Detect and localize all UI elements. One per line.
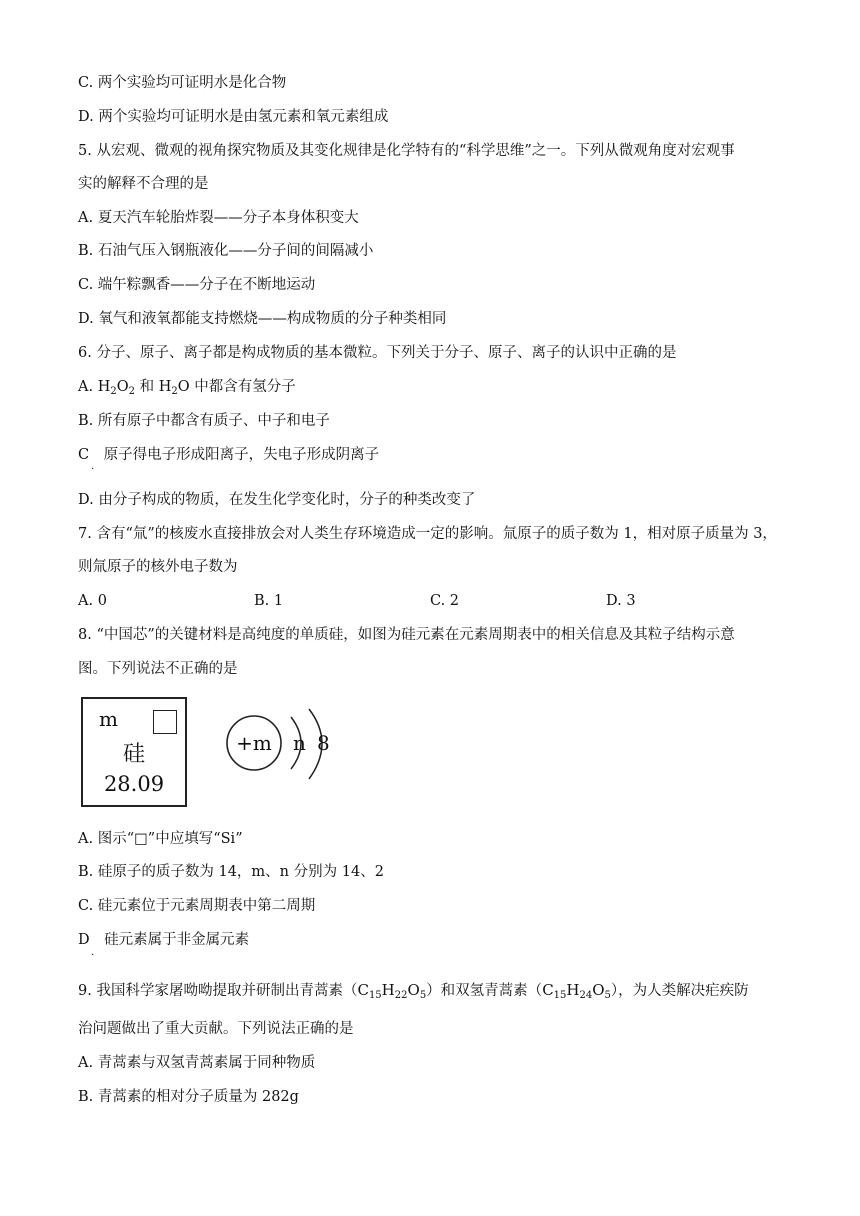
q5-option-b: B. 石油气压入钢瓶液化——分子间的间隔减小 [78, 243, 374, 259]
artemisinin-formula: $C_{15}H_{22}O_5$ [357, 981, 427, 1001]
q4-option-c: C. 两个实验均可证明水是化合物 [78, 75, 287, 91]
q8-option-c: C. 硅元素位于元素周期表中第二周期 [78, 898, 316, 914]
q6-option-c-dot: . [91, 461, 95, 472]
q6-option-b: B. 所有原子中都含有质子、中子和电子 [78, 413, 330, 429]
q7-option-b: B. 1 [254, 593, 284, 609]
q8-stem-line1: 8. “中国芯”的关键材料是高纯度的单质硅，如图为硅元素在元素周期表中的相关信息及其粒子结构示意 [78, 627, 735, 643]
dihydroartemisinin-formula: $C_{15}H_{24}O_5$ [542, 981, 611, 1001]
q7-option-a: A. 0 [78, 593, 107, 609]
q4-option-d: D. 两个实验均可证明水是由氢元素和氧元素组成 [78, 109, 389, 125]
symbol-blank-box [153, 710, 177, 734]
q6-option-d: D. 由分子构成的物质，在发生化学变化时，分子的种类改变了 [78, 492, 476, 508]
q5-option-d: D. 氧气和液氧都能支持燃烧——构成物质的分子种类相同 [78, 311, 447, 327]
element-name: 硅 [122, 742, 145, 767]
atomic-number-placeholder: m [99, 707, 118, 731]
q5-stem-line2: 实的解释不合理的是 [78, 176, 209, 192]
q8-option-b: B. 硅原子的质子数为 14，m、n 分别为 14、2 [78, 864, 384, 880]
q7-option-d: D. 3 [606, 593, 636, 609]
atomic-mass: 28.09 [103, 772, 165, 796]
q9-option-a: A. 青蒿素与双氢青蒿素属于同种物质 [78, 1055, 316, 1071]
atomic-structure-diagram [225, 705, 340, 805]
q8-option-d-dot: . [91, 947, 95, 958]
q8-stem-line2: 图。下列说法不正确的是 [78, 661, 238, 677]
periodic-table-cell [81, 697, 187, 807]
q5-stem-line1: 5. 从宏观、微观的视角探究物质及其变化规律是化学特有的“科学思维”之一。下列从微观角度对宏观事 [78, 143, 735, 159]
q6-option-a: A. $H_2O_2$ 和 $H_2O$ 中都含有氢分子 [78, 379, 296, 397]
q7-stem-line2: 则氚原子的核外电子数为 [78, 559, 238, 575]
q7-option-c: C. 2 [430, 593, 460, 609]
q7-stem-line1: 7. 含有“氚”的核废水直接排放会对人类生存环境造成一定的影响。氚原子的质子数为 1，相对原子质量为 3， [78, 526, 777, 542]
q9-option-b: B. 青蒿素的相对分子质量为 282g [78, 1089, 299, 1105]
inner-shell-electrons: n [293, 731, 306, 755]
q5-option-c: C. 端午粽飘香——分子在不断地运动 [78, 277, 316, 293]
q6-option-c: C 原子得电子形成阳离子，失电子形成阴离子 [78, 447, 380, 463]
q5-option-a: A. 夏天汽车轮胎炸裂——分子本身体积变大 [78, 210, 359, 226]
q6-stem: 6. 分子、原子、离子都是构成物质的基本微粒。下列关于分子、原子、离子的认识中正确的是 [78, 345, 677, 361]
q9-stem-line2: 治问题做出了重大贡献。下列说法正确的是 [78, 1021, 354, 1037]
q8-option-a: A. 图示“□”中应填写“Si” [78, 831, 243, 847]
q8-option-d: D 硅元素属于非金属元素 [78, 932, 250, 948]
nucleus-label: +m [236, 731, 272, 755]
q9-stem-line1: 9. 我国科学家屠呦呦提取并研制出青蒿素$(C_{15}H_{22}O_5)$和双氢青蒿素$(C_{15}H_{24}O_5)$，为人类解决疟疾防 [78, 981, 749, 1001]
outer-shell-electrons: 8 [317, 731, 330, 755]
